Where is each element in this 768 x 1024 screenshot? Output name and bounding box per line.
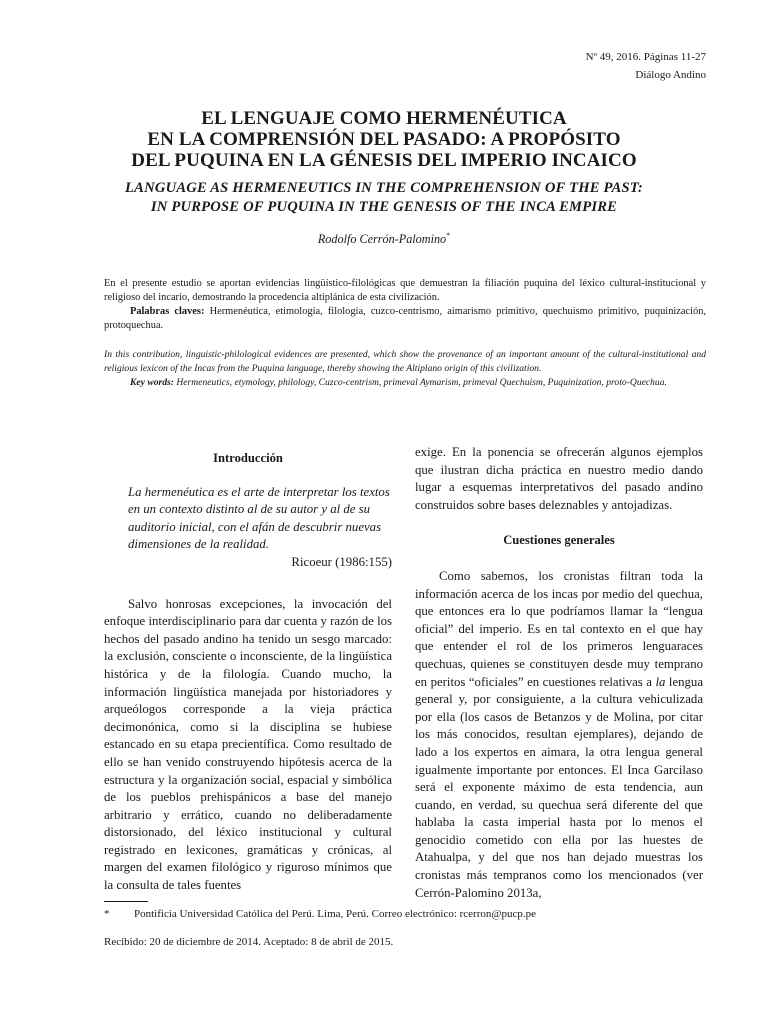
keywords-en-list: Hermeneutics, etymology, philology, Cuzco-centrism, primeval Aymarism, primeval Quechuism, Puquinization, proto-Quechua.: [176, 377, 667, 388]
keywords-es-label: Palabras claves:: [130, 306, 205, 317]
paragraph-3: [415, 568, 703, 902]
abstract-english: [104, 348, 706, 390]
author-footnote-mark: *: [446, 231, 451, 240]
keywords-es-list: Hermenéutica, etimología, filología, cuzco-centrismo, aimarismo primitivo, quechuismo primitivo, puquinización, protoquechua.: [104, 306, 706, 331]
footnote-text: Pontificia Universidad Católica del Perú. Lima, Perú. Correo electrónico: rcerron@pucp.pe: [134, 908, 537, 920]
author: [62, 231, 706, 247]
article-title-spanish: [62, 108, 706, 171]
section-heading-cuestiones: Cuestiones generales: [503, 533, 615, 548]
abstract-spanish: [104, 277, 706, 333]
author-name: Rodolfo Cerrón-Palomino: [317, 232, 447, 247]
footnote: [104, 907, 536, 921]
abstract-en-text: In this contribution, linguistic-philological evidences are presented, which show the provenance of an important amount of the cultural-institutional and religious lexicon of the Incas from the Puquina language, thereby showing the Altiplano origin of this civilization.: [104, 349, 706, 374]
epigraph-source: Ricoeur (1986:155): [291, 554, 392, 569]
paragraph-2: exige. En la ponencia se ofrecerán algunos ejemplos que ilustran dicha práctica en nuestro medio dando lugar a esquemas interpretativos del pasado andino construidos sobre bases deleznables y antojadizas.: [415, 445, 703, 512]
paragraph-3-part-b: lengua general y, por consiguiente, a la cultura vehiculizada por ella (los casos de Betanzos y de Molina, por citar los más conocidos, resultan ejemplares), dejando de lado a los expertos en aimara, la otra lengua general igualmente importante por entonces. El Inca Garcilaso será el exponente máximo de esta tendencia, aun cuando, en verdad, su quechua será diferente del que hablaba la casta imperial hasta por lo menos el genocidio cometido con ella por las huestes de Atahualpa, y del que nos han dejado muestras los cronistas más tempranos como los mencionados (ver Cerrón-Palomino 2013a,: [415, 674, 704, 900]
epigraph: La hermenéutica es el arte de interpretar los textos en un contexto distinto al de su autor y al de su auditorio inicial, con el afán de descubrir nuevas dimensiones de la realidad.: [128, 484, 390, 552]
paragraph-1: Salvo honrosas excepciones, la invocación del enfoque interdisciplinario para dar cuenta y razón de los hechos del pasado andino ha tenido un sesgo marcado: la exclusión, consciente o inconsciente, de la lingüística histórica y de la filología. Cuando mucho, la información lingüística manejada por historiadores y arqueólogos corresponde a la vieja práctica decimonónica, como si la disciplina se hubiese estancado en su etapa precientífica. Como resultado de ello se han venido construyendo hipótesis acerca de la estructura y la organización social, espacial y simbólica de los pueblos prehispánicos a base del manejo arbitrario y errático, cuando no deliberadamente distorsionado, del léxico institucional y cultural registrado en lexicones, gramáticas y crónicas, al margen del examen filológico y riguroso mínimos que la consulta de tales fuentes: [104, 596, 392, 893]
intro-heading: Introducción: [213, 451, 283, 465]
keywords-en: [104, 376, 706, 390]
keywords-en-label: Key words:: [130, 377, 174, 388]
left-column: [104, 444, 392, 895]
issue-info: Nº 49, 2016. Páginas 11-27: [585, 51, 706, 63]
paragraph-3-emphasis: la: [655, 674, 666, 689]
journal-name: Diálogo Andino: [635, 69, 706, 81]
title-es-line-1: EL LENGUAJE COMO HERMENÉUTICA: [201, 108, 567, 129]
paragraph-3-part-a: Como sabemos, los cronistas filtran toda la información acerca de los incas por medio del quechua, que entonces era lo que podríamos llamar la “lengua oficial” del imperio. Es en tal contexto en el que hay que entender el rol de los primeros lenguaraces quechuas, quienes se constituyen desde muy temprano en peritos “oficiales” en cuestiones relativas a: [415, 568, 703, 689]
footnote-mark: *: [104, 908, 110, 920]
keywords-es: [104, 305, 706, 333]
abstract-es-text: En el presente estudio se aportan evidencias lingüístico-filológicas que demuestran la filiación puquina del léxico cultural-institucional y religioso del incario, demostrando la procedencia altiplánica de esta civilización.: [104, 278, 706, 303]
received-dates: Recibido: 20 de diciembre de 2014. Aceptado: 8 de abril de 2015.: [104, 936, 394, 948]
right-column: [415, 444, 703, 902]
title-es-line-2: EN LA COMPRENSIÓN DEL PASADO: A PROPÓSITO: [147, 129, 621, 150]
title-es-line-3: DEL PUQUINA EN LA GÉNESIS DEL IMPERIO INCAICO: [131, 150, 637, 171]
article-title-english: [62, 179, 706, 217]
title-en-line-2: IN PURPOSE OF PUQUINA IN THE GENESIS OF THE INCA EMPIRE: [150, 199, 618, 215]
title-en-line-1: LANGUAGE AS HERMENEUTICS IN THE COMPREHENSION OF THE PAST:: [125, 180, 643, 196]
running-header: [586, 48, 706, 84]
footnote-divider: [104, 901, 148, 902]
title-block: [62, 108, 706, 247]
